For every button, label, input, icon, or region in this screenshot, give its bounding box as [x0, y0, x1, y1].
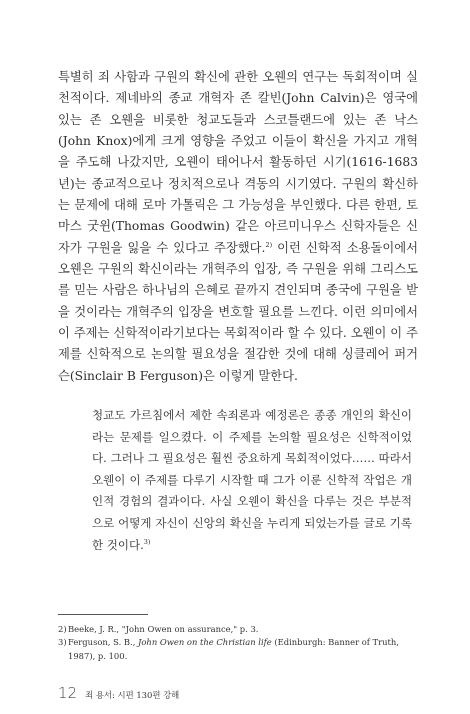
footnote-ref-3[interactable]: 3) [143, 537, 151, 546]
footnote-ref-2[interactable]: 2) [265, 240, 273, 249]
body-paragraph [58, 67, 418, 387]
footnote-number: 2) [58, 624, 67, 634]
footnote-text-pre: Beeke, J. R., "John Owen on assurance," p. 3. [68, 624, 259, 634]
quote-text: 청교도 가르침에서 제한 속죄론과 예정론은 종종 개인의 확신이라는 문제를 일으켰다. 이 주제를 논의할 필요성은 신학적이었다. 그러나 그 필요성은 훨씬 중요하게 목회적이었다…… 따라서 오웬이 이 주제를 다루기 시작할 때 그가 이룬 신학적 작업은 개인적 경험의 결과이다. 사실 오웬이 확신을 다루는 것은 부분적으로 어떻게 자신이 신앙의 확신을 누리게 되었는가를 글로 기록한 것이다. [92, 408, 412, 552]
page-footer [58, 684, 179, 702]
quote-paragraph [92, 405, 412, 556]
footnote-text [68, 636, 418, 663]
running-title: 죄 용서: 시편 130편 강해 [85, 690, 180, 700]
footnote-divider [58, 614, 148, 615]
body-paragraph-part2: 이런 신학적 소용돌이에서 오웬은 구원의 확신이라는 개혁주의 입장, 즉 구원을 위해 그리스도를 믿는 사람은 하나님의 은혜로 끝까지 견인되며 종국에 구원을 받을 것이라는 개혁주의 입장을 변호할 필요를 느낀다. 이런 의미에서 이 주제는 신학적이라기보다는 목회적이라 할 수 있다. 오웬이 이 주제를 신학적으로 논의할 필요성을 절감한 것에 대해 싱클레어 퍼거슨(Sinclair B Ferguson)은 이렇게 말한다. [58, 240, 418, 383]
footnote-text-post: (Edinburgh: Banner of Truth, 1987), p. 100. [68, 637, 399, 661]
footnote-2 [58, 623, 418, 636]
body-paragraph-part1: 특별히 죄 사함과 구원의 확신에 관한 오웬의 연구는 독회적이며 실천적이다. 제네바의 종교 개혁자 존 칼빈(John Calvin)은 영국에 있는 존 오웬을 비롯한 청교도들과 스코틀랜드에 있는 존 낙스(John Knox)에게 크게 영향을 주었고 이들이 확신을 가지고 개혁을 주도해 나갔지만, 오웬이 태어나서 활동하던 시기(1616-1683년)는 종교적으로나 정치적으로나 격동의 시기였다. 구원의 확신하는 문제에 대해 로마 가톨릭은 그 가능성을 부인했다. 다른 한편, 토마스 굿윈(Thomas Goodwin) 같은 아르미니우스 신학자들은 신자가 구원을 잃을 수 있다고 주장했다. [58, 70, 418, 255]
footnotes [58, 623, 418, 663]
book-title: John Owen on the Christian life [138, 637, 272, 648]
page-number: 12 [58, 684, 78, 702]
body-text [58, 67, 418, 387]
footnote-text [68, 623, 418, 636]
footnote-3 [58, 636, 418, 663]
block-quote [92, 405, 412, 556]
footnote-number: 3) [58, 637, 67, 648]
footnote-text-pre: Ferguson, S. B., [68, 637, 139, 648]
